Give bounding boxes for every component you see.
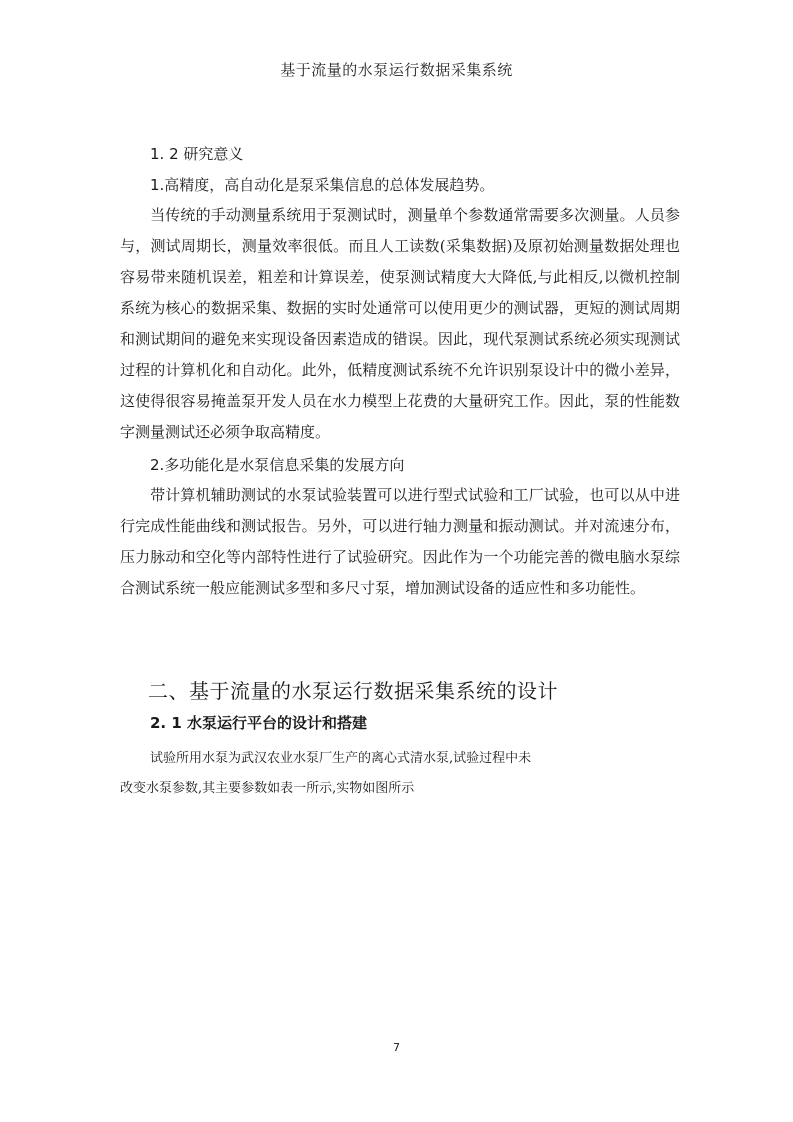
section-2-1-heading: 2. 1 水泵运行平台的设计和搭建 [150, 714, 368, 732]
page-number: 7 [393, 1041, 400, 1054]
page-header-title: 基于流量的水泵运行数据采集系统 [280, 61, 513, 79]
section-1-2-heading: 1. 2 研究意义 [150, 145, 244, 163]
point-2-body-text: 带计算机辅助测试的水泵试验装置可以进行型式试验和工厂试验，也可以从中进行完成性能曲线和测试报告。另外，可以进行轴力测量和振动测试。并对流速分布，压力脉动和空化等内部特性进行了试验研究。因此作为一个功能完善的微电脑水泵综合测试系统一般应能测试多型和多尺寸泵，增加测试设备的适应性和多功能性。 [120, 486, 680, 597]
point-1-body-text: 当传统的手动测量系统用于泵测试时，测量单个参数通常需要多次测量。人员参与，测试周期长，测量效率很低。而且人工读数(采集数据)及原初始测量数据处理也容易带来随机误差，粗差和计算误差，使泵测试精度大大降低,与此相反,以微机控制系统为核心的数据采集、数据的实时处通常可以使用更少的测试器，更短的测试周期和测试期间的避免来实现设备因素造成的错误。因此，现代泵测试系统必须实现测试过程的计算机化和自动化。此外，低精度测试系统不允许识别泵设计中的微小差异，这使得很容易掩盖泵开发人员在水力模型上花费的大量研究工作。因此，泵的性能数字测量测试还必须争取高精度。 [120, 206, 680, 441]
section-2-1-line-1: 试验所用水泵为武汉农业水泵厂生产的离心式清水泵,试验过程中未 [150, 751, 532, 766]
point-1-title: 1.高精度，高自动化是泵采集信息的总体发展趋势。 [150, 176, 495, 194]
chapter-2-heading: 二、基于流量的水泵运行数据采集系统的设计 [148, 679, 558, 703]
point-1-body [120, 200, 680, 448]
section-2-1-line-2: 改变水泵参数,其主要参数如表一所示,实物如图所示 [120, 781, 415, 796]
point-2-body [120, 480, 680, 604]
point-2-title: 2.多功能化是水泵信息采集的发展方向 [150, 456, 405, 474]
